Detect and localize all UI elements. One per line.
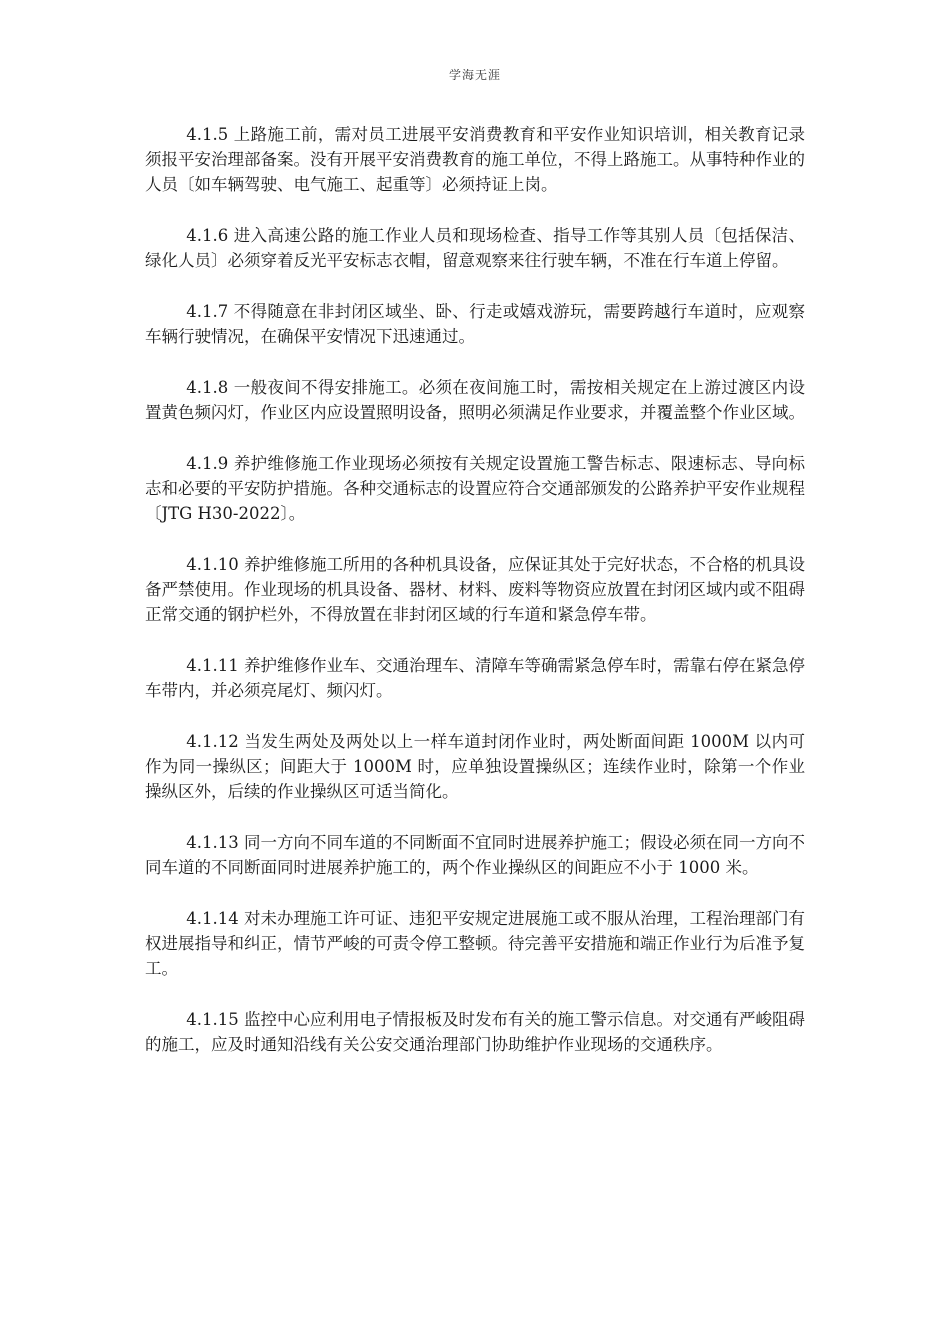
paragraph-4-1-6: 4.1.6 进入高速公路的施工作业人员和现场检查、指导工作等其别人员〔包括保洁、绿化人员〕必须穿着反光平安标志衣帽，留意观察来往行驶车辆，不准在行车道上停留。 — [145, 226, 805, 270]
page-header: 学海无涯 — [448, 68, 501, 82]
paragraph-4-1-13: 4.1.13 同一方向不同车道的不同断面不宜同时进展养护施工；假设必须在同一方向不同车道的不同断面同时进展养护施工的，两个作业操纵区的间距应不小于 1000 米。 — [145, 833, 805, 877]
paragraph-4-1-5: 4.1.5 上路施工前，需对员工进展平安消费教育和平安作业知识培训，相关教育记录须报平安治理部备案。没有开展平安消费教育的施工单位，不得上路施工。从事特种作业的人员〔如车辆驾驶、电气施工、起重等〕必须持证上岗。 — [145, 125, 805, 194]
paragraph-4-1-10: 4.1.10 养护维修施工所用的各种机具设备，应保证其处于完好状态，不合格的机具设备严禁使用。作业现场的机具设备、器材、材料、废料等物资应放置在封闭区域内或不阻碍正常交通的钢护栏外，不得放置在非封闭区域的行车道和紧急停车带。 — [145, 555, 805, 624]
paragraph-4-1-15: 4.1.15 监控中心应利用电子情报板及时发布有关的施工警示信息。对交通有严峻阻碍的施工，应及时通知沿线有关公安交通治理部门协助维护作业现场的交通秩序。 — [145, 1010, 805, 1054]
paragraph-4-1-8: 4.1.8 一般夜间不得安排施工。必须在夜间施工时，需按相关规定在上游过渡区内设置黄色频闪灯，作业区内应设置照明设备，照明必须满足作业要求，并覆盖整个作业区域。 — [145, 378, 805, 422]
paragraph-4-1-9: 4.1.9 养护维修施工作业现场必须按有关规定设置施工警告标志、限速标志、导向标志和必要的平安防护措施。各种交通标志的设置应符合交通部颁发的公路养护平安作业规程〔JTG H30-2022〕。 — [145, 454, 805, 523]
paragraph-4-1-7: 4.1.7 不得随意在非封闭区域坐、卧、行走或嬉戏游玩，需要跨越行车道时，应观察车辆行驶情况，在确保平安情况下迅速通过。 — [145, 302, 805, 346]
paragraph-4-1-12: 4.1.12 当发生两处及两处以上一样车道封闭作业时，两处断面间距 1000M 以内可作为同一操纵区；间距大于 1000M 时，应单独设置操纵区；连续作业时，除第一个作业操纵区外，后续的作业操纵区可适当简化。 — [145, 732, 805, 801]
paragraph-4-1-14: 4.1.14 对未办理施工许可证、违犯平安规定进展施工或不服从治理，工程治理部门有权进展指导和纠正，情节严峻的可责令停工整顿。待完善平安措施和端正作业行为后准予复工。 — [145, 909, 805, 978]
paragraph-4-1-11: 4.1.11 养护维修作业车、交通治理车、清障车等确需紧急停车时，需靠右停在紧急停车带内，并必须亮尾灯、频闪灯。 — [145, 656, 805, 700]
document-body — [145, 122, 805, 1083]
